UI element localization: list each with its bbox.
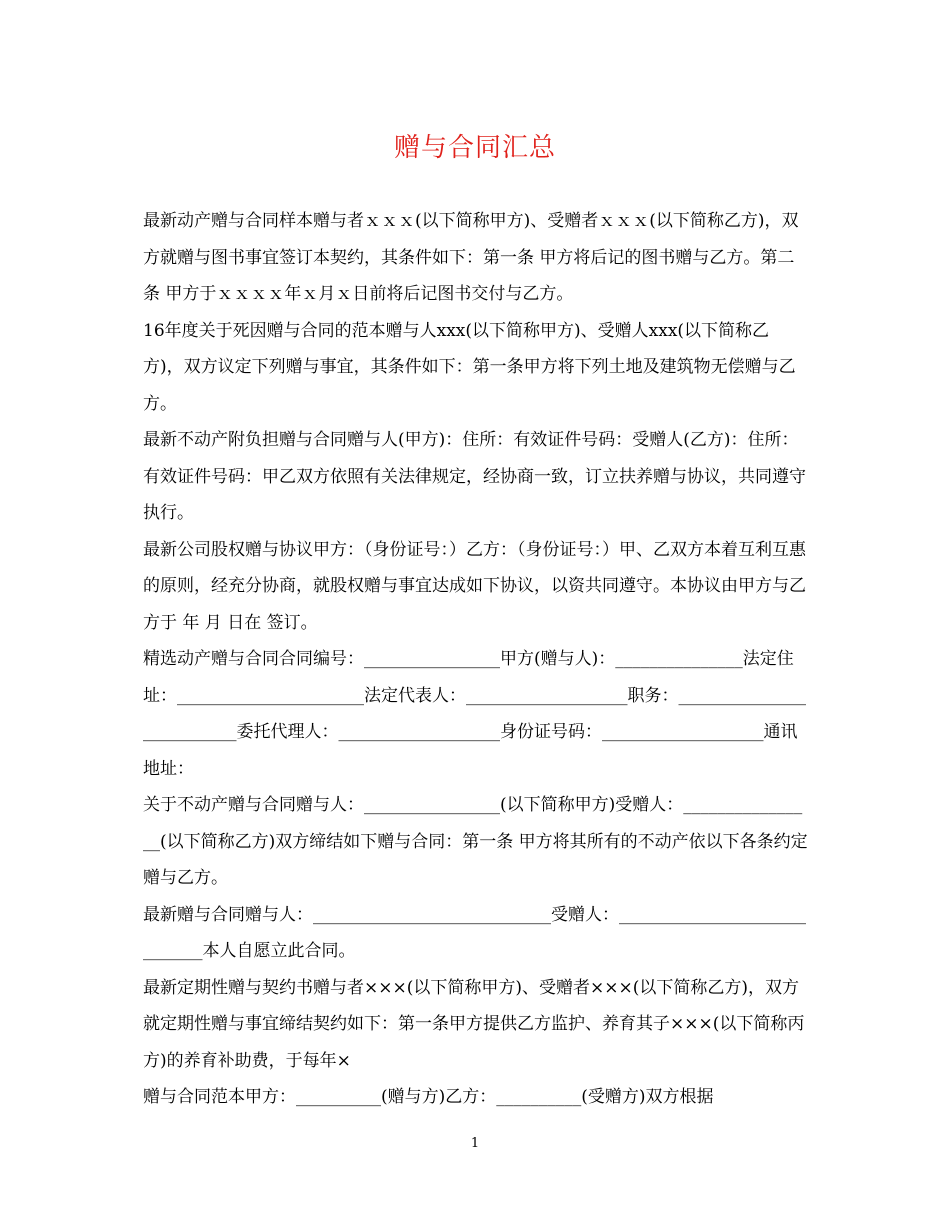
page-number: 1 [470, 1136, 480, 1151]
document-body [143, 203, 808, 1116]
paragraph-latest-gift-contract: 最新赠与合同赠与人：____________________________受赠人：_____________________________本人自愿立此合同。 [143, 904, 806, 961]
document-title: 赠与合同汇总 [393, 133, 556, 163]
paragraph-burdened-real-estate-gift: 最新不动产附负担赠与合同赠与人(甲方)：住所：有效证件号码：受赠人(乙方)：住所：有效证件号码：甲乙双方依照有关法律规定，经协商一致，订立扶养赠与协议，共同遵守执行。 [143, 430, 806, 523]
paragraph-gift-contract-template: 赠与合同范本甲方：__________(赠与方)乙方：__________(受赠方)双方根据 [143, 1087, 714, 1107]
paragraph-selected-movable-gift-contract: 精选动产赠与合同合同编号：________________甲方(赠与人)：_______________法定住址：______________________法定代表人：___________________职务：__________________________委托代理人：___________________身份证号码：___________________通讯地址： [143, 649, 806, 779]
paragraph-real-estate-gift-contract: 关于不动产赠与合同赠与人：________________(以下简称甲方)受赠人：________________(以下简称乙方)双方缔结如下赠与合同：第一条 甲方将其所有的不动产依以下各条约定赠与乙方。 [143, 795, 808, 888]
paragraph-movable-gift-contract: 最新动产赠与合同样本赠与者ｘｘｘ(以下简称甲方)、受赠者ｘｘｘ(以下简称乙方)，双方就赠与图书事宜签订本契约，其条件如下：第一条 甲方将后记的图书赠与乙方。第二条 甲方于ｘｘｘｘ年ｘ月ｘ日前将后记图书交付与乙方。 [143, 211, 799, 304]
paragraph-death-gift-contract: 16年度关于死因赠与合同的范本赠与人xxx(以下简称甲方)、受赠人xxx(以下简称乙方)，双方议定下列赠与事宜，其条件如下：第一条甲方将下列土地及建筑物无偿赠与乙方。 [143, 320, 796, 414]
paragraph-equity-gift-agreement: 最新公司股权赠与协议甲方：（身份证号：）乙方：（身份证号：）甲、乙双方本着互利互惠的原则，经充分协商，就股权赠与事宜达成如下协议，以资共同遵守。本协议由甲方与乙方于 年 月 日在 签订。 [143, 539, 806, 633]
paragraph-periodic-gift-contract: 最新定期性赠与契约书赠与者×××(以下简称甲方)、受赠者×××(以下简称乙方)，双方就定期性赠与事宜缔结契约如下：第一条甲方提供乙方监护、养育其子×××(以下简称丙方)的养育补助费，于每年× [143, 977, 805, 1071]
